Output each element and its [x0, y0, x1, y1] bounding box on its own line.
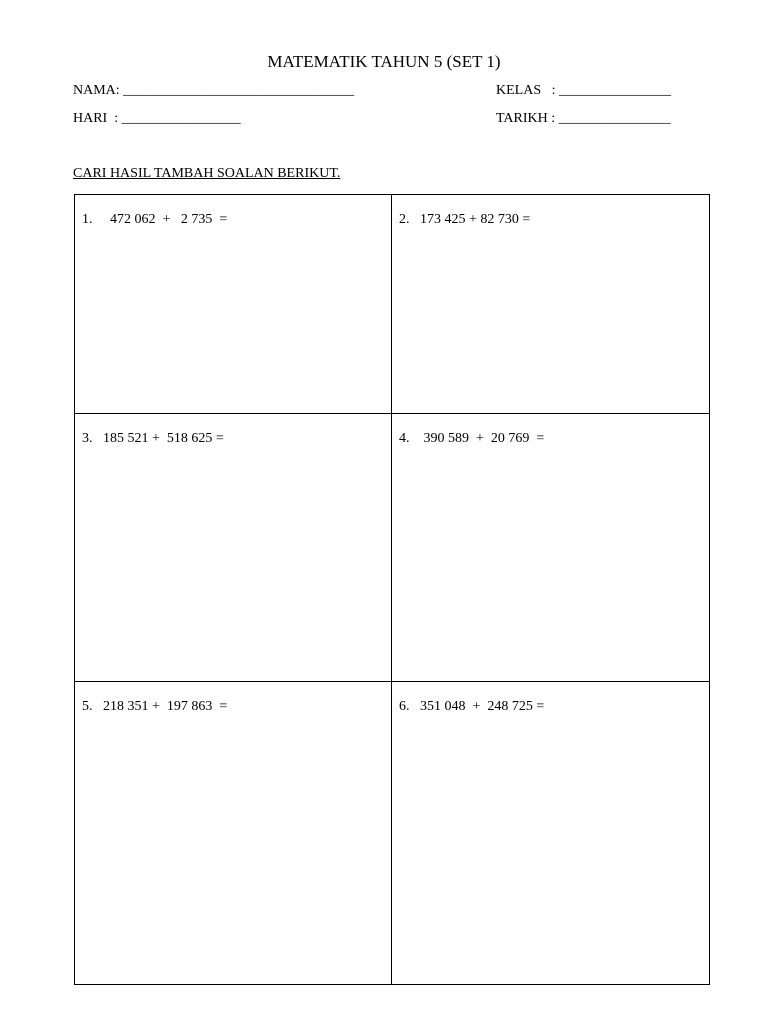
question-4: 4. 390 589 + 20 769 =	[399, 431, 545, 446]
question-2: 2. 173 425 + 82 730 =	[399, 212, 531, 227]
instruction-text: CARI HASIL TAMBAH SOALAN BERIKUT.	[73, 166, 341, 181]
hari-field: HARI : _________________	[73, 111, 241, 126]
kelas-field: KELAS : ________________	[496, 83, 671, 98]
worksheet-title: MATEMATIK TAHUN 5 (SET 1)	[267, 52, 501, 71]
nama-field: NAMA: _________________________________	[73, 83, 355, 98]
question-6: 6. 351 048 + 248 725 =	[399, 699, 545, 714]
question-box-1	[75, 195, 392, 414]
question-grid	[74, 194, 710, 985]
question-box-6	[392, 682, 709, 984]
question-box-3	[75, 414, 392, 682]
question-3: 3. 185 521 + 518 625 =	[82, 431, 224, 446]
question-box-4	[392, 414, 709, 682]
question-box-5	[75, 682, 392, 984]
tarikh-field: TARIKH : ________________	[496, 111, 671, 126]
question-5: 5. 218 351 + 197 863 =	[82, 699, 228, 714]
question-1: 1. 472 062 + 2 735 =	[82, 212, 228, 227]
question-box-2	[392, 195, 709, 414]
